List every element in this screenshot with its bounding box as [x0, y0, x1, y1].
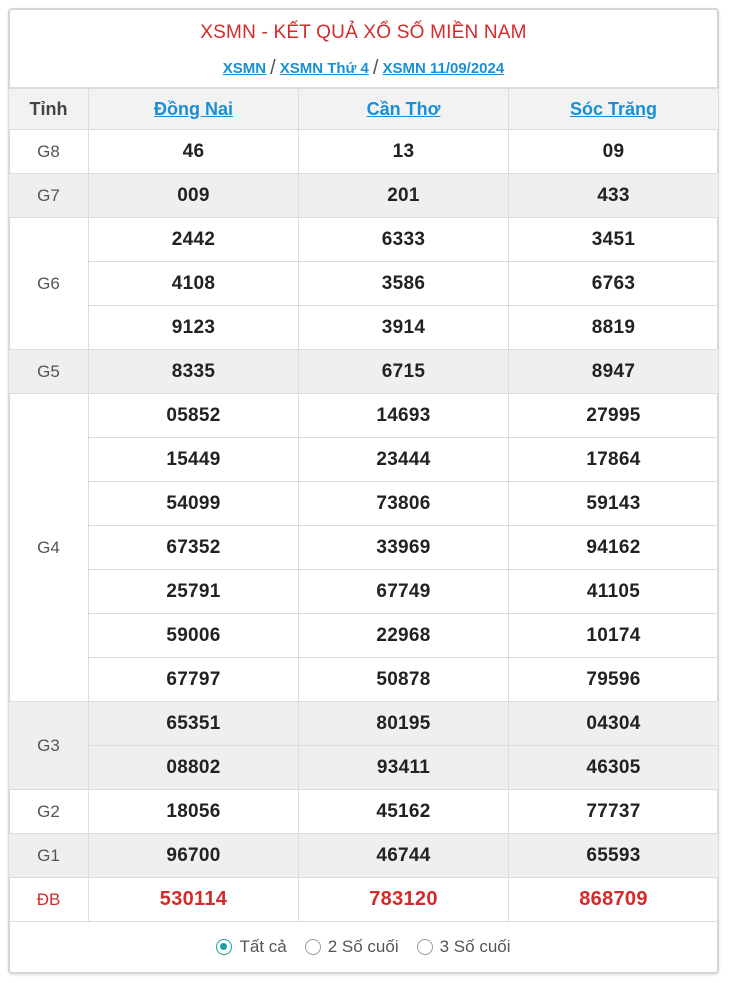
page-title: XSMN - KẾT QUẢ XỔ SỐ MIỀN NAM	[200, 22, 527, 43]
breadcrumb-link-xsmn[interactable]: XSMN	[222, 60, 267, 77]
prize-number: 67749	[299, 570, 509, 614]
province-link[interactable]: Sóc Trăng	[569, 98, 658, 119]
prize-number: 9123	[89, 306, 299, 350]
prize-label: G8	[9, 130, 89, 174]
prize-number: 93411	[299, 746, 509, 790]
digit-filter	[10, 922, 717, 972]
prize-row	[9, 702, 719, 746]
results-header	[10, 10, 717, 88]
prize-label: G1	[9, 834, 89, 878]
prize-number: 41105	[509, 570, 719, 614]
prize-number: 10174	[509, 614, 719, 658]
prize-number: 59143	[509, 482, 719, 526]
prize-row	[9, 350, 719, 394]
prize-number: 4108	[89, 262, 299, 306]
province-link[interactable]: Đồng Nai	[154, 98, 233, 119]
prize-row	[9, 482, 719, 526]
prize-number: 08802	[89, 746, 299, 790]
prize-number: 96700	[89, 834, 299, 878]
prize-row	[9, 526, 719, 570]
prize-number: 15449	[89, 438, 299, 482]
prize-label: G7	[9, 174, 89, 218]
radio-icon[interactable]	[417, 939, 433, 955]
prize-number: 17864	[509, 438, 719, 482]
prize-label: G5	[9, 350, 89, 394]
prize-row	[9, 746, 719, 790]
filter-option-all[interactable]	[216, 937, 286, 957]
prize-number: 67797	[89, 658, 299, 702]
prize-number: 23444	[299, 438, 509, 482]
radio-icon[interactable]	[305, 939, 321, 955]
prize-row	[9, 878, 719, 922]
prize-number: 05852	[89, 394, 299, 438]
table-header-row	[9, 89, 719, 130]
prize-row	[9, 394, 719, 438]
prize-number: 18056	[89, 790, 299, 834]
prize-row	[9, 658, 719, 702]
prize-number: 868709	[509, 878, 719, 922]
breadcrumb	[10, 56, 717, 79]
prize-number: 6715	[299, 350, 509, 394]
prize-number: 6333	[299, 218, 509, 262]
breadcrumb-separator: /	[270, 57, 276, 79]
prize-number: 27995	[509, 394, 719, 438]
prize-row	[9, 130, 719, 174]
prize-number: 8947	[509, 350, 719, 394]
prize-number: 3451	[509, 218, 719, 262]
prize-number: 50878	[299, 658, 509, 702]
prize-number: 80195	[299, 702, 509, 746]
filter-option-label: 3 Số cuối	[439, 937, 511, 956]
prize-number: 79596	[509, 658, 719, 702]
breadcrumb-link-date[interactable]: XSMN 11/09/2024	[382, 60, 505, 77]
prize-number: 2442	[89, 218, 299, 262]
prize-label: G6	[9, 218, 89, 350]
results-body	[9, 130, 719, 922]
prize-number: 14693	[299, 394, 509, 438]
column-header-can-tho[interactable]	[299, 89, 509, 130]
prize-number: 46	[89, 130, 299, 174]
prize-number: 45162	[299, 790, 509, 834]
radio-selected-icon[interactable]	[216, 939, 232, 955]
prize-number: 46305	[509, 746, 719, 790]
prize-number: 94162	[509, 526, 719, 570]
prize-number: 73806	[299, 482, 509, 526]
column-header-province: Tỉnh	[9, 89, 89, 130]
filter-option-last-3[interactable]	[417, 937, 511, 957]
prize-number: 25791	[89, 570, 299, 614]
prize-label: G3	[9, 702, 89, 790]
breadcrumb-link-weekday[interactable]: XSMN Thứ 4	[279, 60, 369, 77]
prize-number: 77737	[509, 790, 719, 834]
prize-row	[9, 570, 719, 614]
prize-number: 201	[299, 174, 509, 218]
prize-number: 04304	[509, 702, 719, 746]
prize-row	[9, 218, 719, 262]
prize-row	[9, 438, 719, 482]
filter-option-last-2[interactable]	[305, 937, 399, 957]
prize-number: 8335	[89, 350, 299, 394]
prize-number: 433	[509, 174, 719, 218]
prize-number: 783120	[299, 878, 509, 922]
prize-row	[9, 834, 719, 878]
results-table	[8, 88, 719, 922]
filter-option-label: 2 Số cuối	[327, 937, 399, 956]
prize-number: 54099	[89, 482, 299, 526]
prize-number: 6763	[509, 262, 719, 306]
column-header-soc-trang[interactable]	[509, 89, 719, 130]
prize-row	[9, 306, 719, 350]
prize-label: G2	[9, 790, 89, 834]
prize-number: 65593	[509, 834, 719, 878]
prize-label: G4	[9, 394, 89, 702]
province-link[interactable]: Cần Thơ	[366, 98, 441, 119]
prize-number: 59006	[89, 614, 299, 658]
prize-number: 46744	[299, 834, 509, 878]
prize-number: 3586	[299, 262, 509, 306]
prize-number: 65351	[89, 702, 299, 746]
prize-number: 530114	[89, 878, 299, 922]
prize-number: 13	[299, 130, 509, 174]
prize-number: 009	[89, 174, 299, 218]
prize-row	[9, 262, 719, 306]
prize-number: 22968	[299, 614, 509, 658]
prize-label: ĐB	[9, 878, 89, 922]
filter-option-label: Tất cả	[239, 937, 287, 956]
prize-row	[9, 790, 719, 834]
column-header-dong-nai[interactable]	[89, 89, 299, 130]
prize-row	[9, 614, 719, 658]
prize-row	[9, 174, 719, 218]
prize-number: 33969	[299, 526, 509, 570]
prize-number: 3914	[299, 306, 509, 350]
breadcrumb-separator: /	[372, 57, 379, 79]
prize-number: 09	[509, 130, 719, 174]
results-card	[8, 8, 719, 974]
prize-number: 8819	[509, 306, 719, 350]
prize-number: 67352	[89, 526, 299, 570]
